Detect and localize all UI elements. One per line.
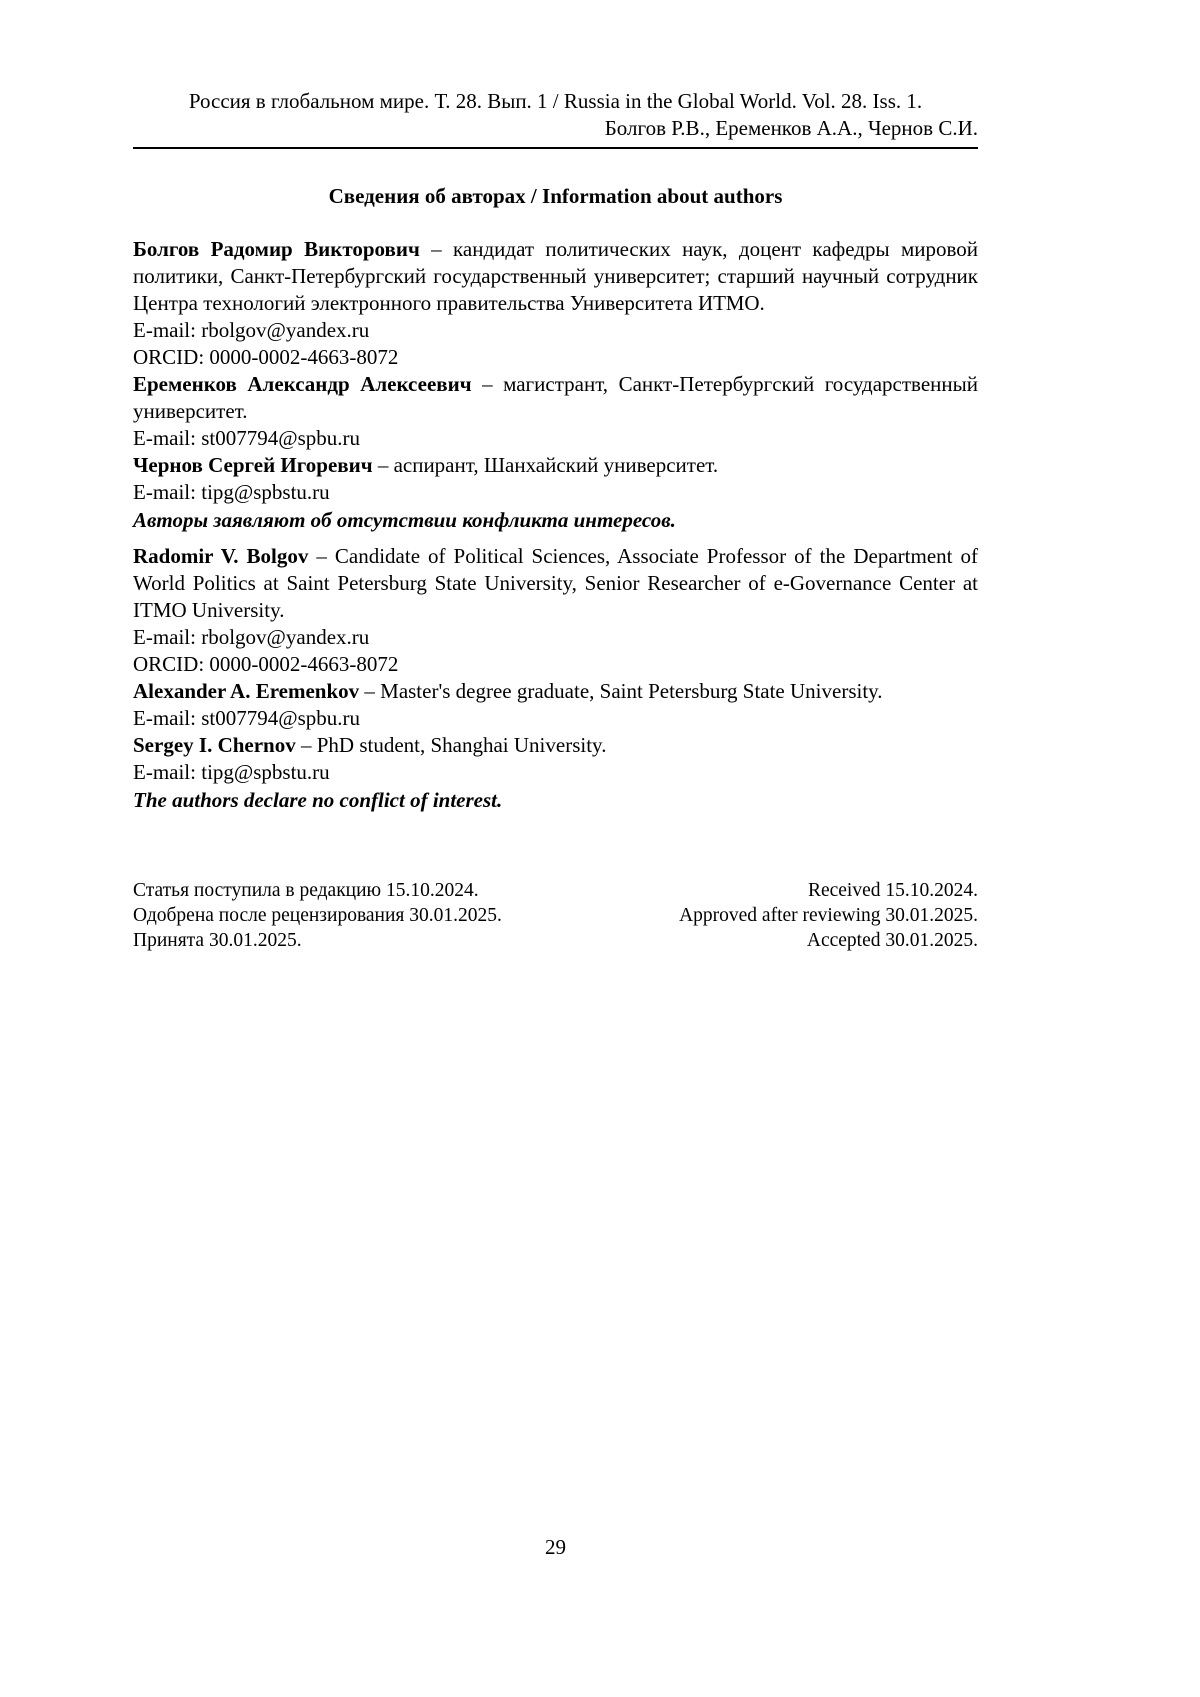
authors-ru-section bbox=[133, 236, 978, 534]
date-approved-en: Approved after reviewing 30.01.2025. bbox=[679, 905, 978, 926]
date-received-en: Received 15.10.2024. bbox=[807, 880, 978, 901]
author-email: E-mail: st007794@spbu.ru bbox=[133, 426, 360, 450]
author-email: E-mail: st007794@spbu.ru bbox=[133, 706, 360, 730]
date-approved-ru: Одобрена после рецензирования 30.01.2025. bbox=[133, 905, 502, 926]
header-rule bbox=[133, 147, 978, 149]
author-name: Болгов Радомир Викторович bbox=[133, 237, 420, 261]
author-name: Radomir V. Bolgov bbox=[133, 544, 309, 568]
author-entry-en-3 bbox=[133, 732, 978, 759]
dates-en-column bbox=[679, 878, 978, 953]
date-accepted-ru: Принята 30.01.2025. bbox=[133, 930, 302, 951]
date-accepted-en: Accepted 30.01.2025. bbox=[806, 930, 978, 951]
conflict-statement-en: The authors declare no conflict of interest. bbox=[133, 788, 503, 812]
author-email: E-mail: tipg@spbstu.ru bbox=[133, 760, 330, 784]
conflict-statement-ru: Авторы заявляют об отсутствии конфликта интересов. bbox=[133, 508, 676, 532]
page-header bbox=[133, 88, 978, 149]
author-desc: – Master's degree graduate, Saint Petersburg State University. bbox=[359, 679, 883, 703]
page-number: 29 bbox=[545, 1535, 566, 1559]
author-email: E-mail: tipg@spbstu.ru bbox=[133, 480, 330, 504]
author-entry-ru-1 bbox=[133, 236, 978, 317]
date-received-ru: Статья поступила в редакцию 15.10.2024. bbox=[133, 880, 479, 901]
author-desc: – PhD student, Shanghai University. bbox=[295, 733, 607, 757]
author-name: Sergey I. Chernov bbox=[133, 733, 296, 757]
author-orcid: ORCID: 0000-0002-4663-8072 bbox=[133, 345, 399, 369]
author-entry-ru-2 bbox=[133, 371, 978, 425]
dates-ru-column bbox=[133, 878, 502, 953]
section-title: Сведения об авторах / Information about authors bbox=[328, 184, 783, 208]
author-entry-en-1 bbox=[133, 543, 978, 624]
author-email: E-mail: rbolgov@yandex.ru bbox=[133, 625, 370, 649]
author-name: Alexander A. Eremenkov bbox=[133, 679, 360, 703]
author-name: Еременков Александр Алексеевич bbox=[133, 372, 472, 396]
author-entry-en-2 bbox=[133, 678, 978, 705]
author-email: E-mail: rbolgov@yandex.ru bbox=[133, 318, 370, 342]
running-authors: Болгов Р.В., Еременков А.А., Чернов С.И. bbox=[604, 116, 978, 140]
author-name: Чернов Сергей Игоревич bbox=[133, 453, 373, 477]
author-entry-ru-3 bbox=[133, 452, 978, 479]
running-head: Россия в глобальном мире. Т. 28. Вып. 1 / Russia in the Global World. Vol. 28. Iss. 1. bbox=[188, 89, 923, 113]
authors-en-section bbox=[133, 543, 978, 814]
author-desc: – аспирант, Шанхайский университет. bbox=[372, 453, 719, 477]
article-dates bbox=[133, 878, 978, 953]
author-desc: – Candidate of Political Sciences, Associate Professor of the Department of World Politics at Saint Petersburg State University, Senior Researcher of e-Governance Center at ITMO University. bbox=[133, 544, 978, 622]
author-desc: – магистрант, Санкт-Петербургский государственный университет. bbox=[133, 372, 978, 423]
author-orcid: ORCID: 0000-0002-4663-8072 bbox=[133, 652, 399, 676]
author-desc: – кандидат политических наук, доцент кафедры мировой политики, Санкт-Петербургский государственный университет; старший научный сотрудник Центра технологий электронного правительства Университета ИТМО. bbox=[133, 237, 978, 315]
